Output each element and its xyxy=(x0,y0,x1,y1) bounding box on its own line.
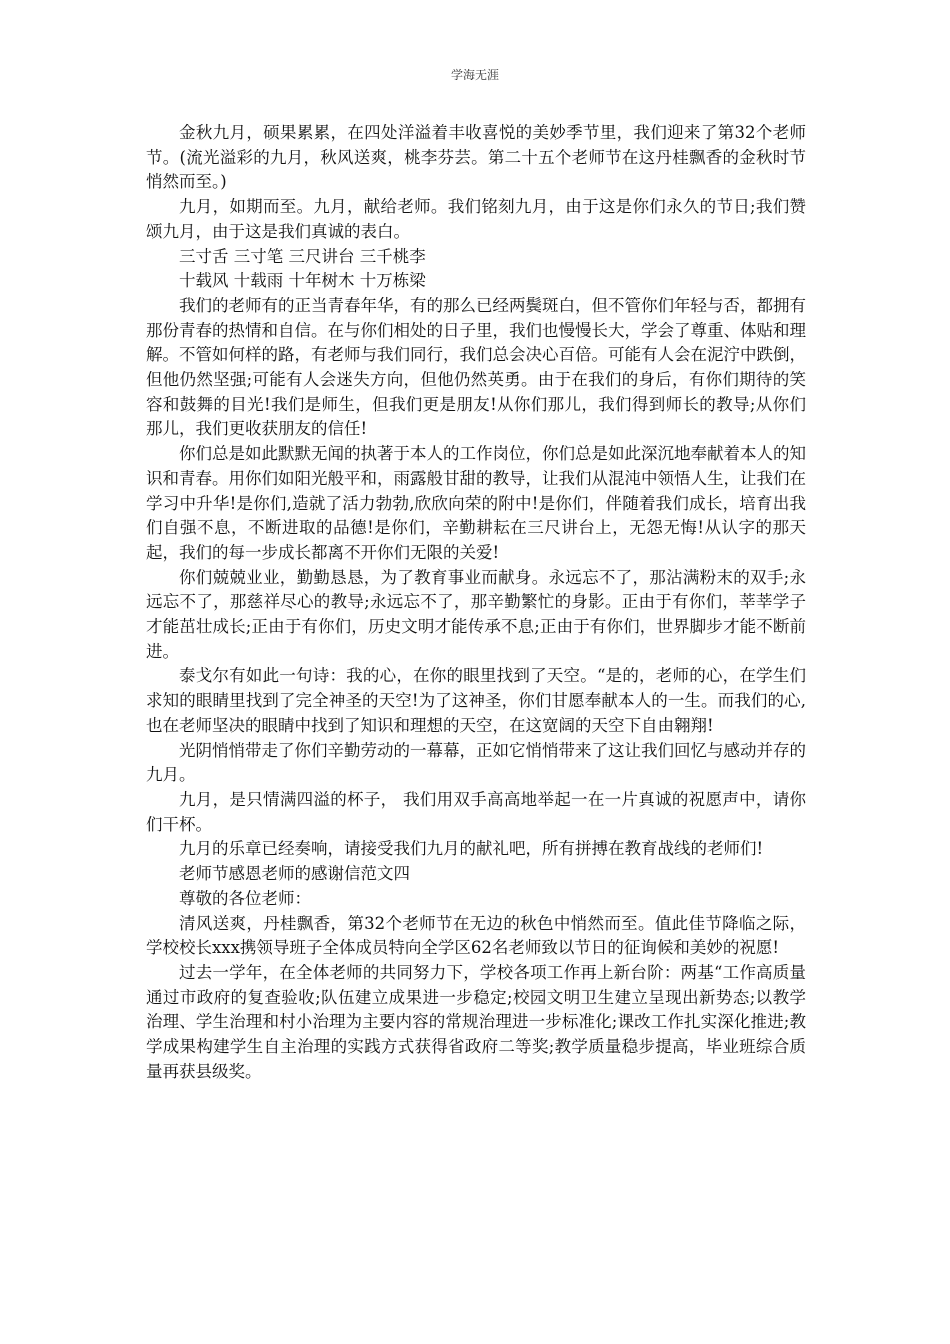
section-title: 老师节感恩老师的感谢信范文四 xyxy=(179,864,410,884)
paragraph-3: 我们的老师有的正当青春年华，有的那么已经两鬓斑白，但不管你们年轻与否，都拥有那份青春的热情和自信。在与你们相处的日子里，我们也慢慢长大，学会了尊重、体贴和理解。不管如何样的路，有老师与我们同行，我们总会决心百倍。可能有人会在泥泞中跌倒，但他仍然坚强;可能有人会迷失方向，但他仍然英勇。由于在我们的身后，有你们期待的笑容和鼓舞的目光!我们是师生，但我们更是朋友!从你们那儿，我们得到师长的教导;从你们那儿，我们更收获朋友的信任! xyxy=(146,295,806,439)
paragraph-6: 泰戈尔有如此一句诗：我的心，在你的眼里找到了天空。“是的，老师的心，在学生们求知的眼睛里找到了完全神圣的天空!为了这神圣，你们甘愿奉献本人的一生。而我们的心,也在老师坚决的眼睛中找到了知识和理想的天空，在这宽阔的天空下自由翱翔! xyxy=(146,666,806,735)
paragraph-11: 过去一学年，在全体老师的共同努力下，学校各项工作再上新台阶：两基“工作高质量通过市政府的复查验收;队伍建立成果进一步稳定;校园文明卫生建立呈现出新势态;以教学治理、学生治理和村小治理为主要内容的常规治理进一步标准化;课改工作扎实深化推进;教学成果构建学生自主治理的实践方式获得省政府二等奖;教学质量稳步提高，毕业班综合质量再获县级奖。 xyxy=(146,962,806,1081)
verse-line-1: 三寸舌 三寸笔 三尺讲台 三千桃李 xyxy=(179,246,426,266)
paragraph-2: 九月，如期而至。九月，献给老师。我们铭刻九月，由于这是你们永久的节日;我们赞颂九月，由于这是我们真诚的表白。 xyxy=(146,197,806,241)
paragraph-7: 光阴悄悄带走了你们辛勤劳动的一幕幕，正如它悄悄带来了这让我们回忆与感动并存的九月。 xyxy=(146,740,806,785)
paragraph-9: 九月的乐章已经奏响，请接受我们九月的献礼吧，所有拼搏在教育战线的老师们! xyxy=(179,839,764,859)
salutation: 尊敬的各位老师： xyxy=(179,888,311,908)
document-body xyxy=(146,121,806,1084)
paragraph-8: 九月，是只情满四溢的杯子， 我们用双手高高地举起一在一片真诚的祝愿声中，请你们干杯。 xyxy=(146,789,806,834)
page-header: 学海无涯 xyxy=(450,68,499,82)
paragraph-4: 你们总是如此默默无闻的执著于本人的工作岗位，你们总是如此深沉地奉献着本人的知识和青春。用你们如阳光般平和，雨露般甘甜的教导，让我们从混沌中领悟人生，让我们在学习中升华!是你们,造就了活力勃勃,欣欣向荣的附中!是你们，伴随着我们成长，培育出我们自强不息，不断进取的品德!是你们，辛勤耕耘在三尺讲台上，无怨无悔!从认字的那天起，我们的每一步成长都离不开你们无限的关爱! xyxy=(146,444,806,562)
paragraph-10: 清风送爽，丹桂飘香，第32个老师节在无边的秋色中悄然而至。值此佳节降临之际，学校校长xxx携领导班子全体成员特向全学区62名老师致以节日的征询候和美妙的祝愿! xyxy=(146,913,806,958)
paragraph-1: 金秋九月，硕果累累，在四处洋溢着丰收喜悦的美妙季节里，我们迎来了第32个老师节。(流光溢彩的九月，秋风送爽，桃李芬芸。第二十五个老师节在这丹桂飘香的金秋时节悄然而至。) xyxy=(146,123,806,192)
verse-line-2: 十载风 十载雨 十年树木 十万栋梁 xyxy=(179,271,426,291)
paragraph-5: 你们兢兢业业，勤勤恳恳，为了教育事业而献身。永远忘不了，那沾满粉末的双手;永远忘不了，那慈祥尽心的教导;永远忘不了，那辛勤繁忙的身影。正由于有你们，莘莘学子才能茁壮成长;正由于有你们，历史文明才能传承不息;正由于有你们，世界脚步才能不断前进。 xyxy=(146,567,806,661)
